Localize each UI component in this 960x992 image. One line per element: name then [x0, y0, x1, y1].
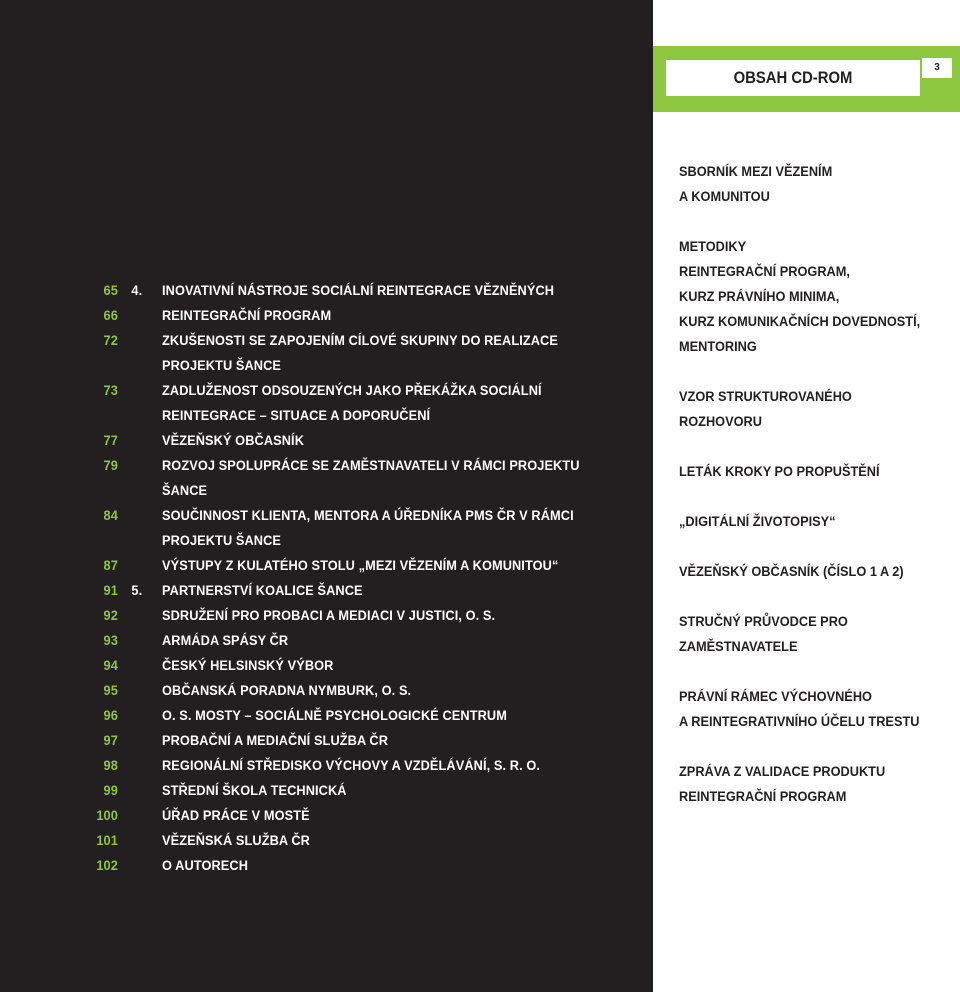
cd-content-item — [679, 685, 954, 735]
toc-page-number: 99 — [103, 783, 118, 799]
toc-title: ZADLUŽENOST ODSOUZENÝCH JAKO PŘEKÁŽKA SOCIÁLNÍ — [162, 383, 542, 399]
header-title-box — [666, 60, 920, 96]
toc-title: PARTNERSTVÍ KOALICE ŠANCE — [162, 583, 363, 599]
toc-title: PROJEKTU ŠANCE — [162, 533, 282, 549]
header-box — [653, 46, 960, 112]
cd-content-line: SBORNÍK MEZI VĚZENÍM — [679, 164, 833, 180]
page-title: OBSAH CD-ROM — [733, 68, 853, 87]
toc-row — [0, 779, 588, 804]
toc-page-number: 93 — [103, 633, 118, 649]
toc-row — [0, 754, 588, 779]
table-of-contents — [0, 279, 653, 879]
toc-title: O. S. MOSTY – SOCIÁLNĚ PSYCHOLOGICKÉ CENTRUM — [162, 708, 507, 724]
toc-title: ROZVOJ SPOLUPRÁCE SE ZAMĚSTNAVATELI V RÁMCI PROJEKTU — [162, 458, 580, 474]
toc-row — [0, 279, 588, 304]
cd-content-item — [679, 385, 954, 435]
toc-page-number: 101 — [96, 833, 118, 849]
toc-title: ZKUŠENOSTI SE ZAPOJENÍM CÍLOVÉ SKUPINY DO REALIZACE — [162, 333, 558, 349]
toc-chapter-number: 5. — [131, 583, 143, 599]
toc-row — [0, 679, 588, 704]
cd-content-item — [679, 510, 954, 535]
toc-row — [0, 729, 588, 754]
toc-page-number: 98 — [103, 758, 118, 774]
toc-title: SOUČINNOST KLIENTA, MENTORA A ÚŘEDNÍKA PMS ČR V RÁMCI — [162, 508, 574, 524]
toc-title: OBČANSKÁ PORADNA NYMBURK, O. S. — [162, 683, 412, 699]
toc-page-number: 92 — [103, 608, 118, 624]
toc-title: VĚZEŇSKÝ OBČASNÍK — [162, 433, 305, 449]
cd-contents-list — [679, 160, 954, 810]
toc-title: ŠANCE — [162, 483, 208, 499]
toc-page-number: 96 — [103, 708, 118, 724]
toc-page-number: 97 — [103, 733, 118, 749]
toc-chapter-number: 4. — [131, 283, 143, 299]
cd-content-item — [679, 160, 954, 210]
cd-content-line: ROZHOVORU — [679, 414, 762, 430]
toc-page-number: 79 — [103, 458, 118, 474]
toc-title: ARMÁDA SPÁSY ČR — [162, 633, 289, 649]
toc-row — [0, 429, 588, 454]
toc-row — [0, 579, 588, 604]
toc-title: REGIONÁLNÍ STŘEDISKO VÝCHOVY A VZDĚLÁVÁNÍ, S. R. O. — [162, 758, 540, 774]
cd-content-line: A KOMUNITOU — [679, 189, 770, 205]
cd-content-line: VĚZEŇSKÝ OBČASNÍK (ČÍSLO 1 A 2) — [679, 564, 904, 580]
toc-title: O AUTORECH — [162, 858, 249, 874]
page-number: 3 — [922, 58, 952, 78]
toc-row — [0, 479, 588, 504]
toc-row — [0, 404, 588, 429]
cd-content-line: REINTEGRAČNÍ PROGRAM — [679, 789, 847, 805]
toc-page-number: 73 — [103, 383, 118, 399]
cd-content-line: KURZ KOMUNIKAČNÍCH DOVEDNOSTÍ, — [679, 314, 921, 330]
toc-row — [0, 829, 588, 854]
cd-content-line: KURZ PRÁVNÍHO MINIMA, — [679, 289, 840, 305]
cd-content-item — [679, 235, 954, 360]
toc-page-number: 91 — [103, 583, 118, 599]
cd-content-line: ZPRÁVA Z VALIDACE PRODUKTU — [679, 764, 886, 780]
toc-page-number: 87 — [103, 558, 118, 574]
toc-page-number: 102 — [96, 858, 118, 874]
toc-title: STŘEDNÍ ŠKOLA TECHNICKÁ — [162, 783, 347, 799]
toc-row — [0, 529, 588, 554]
toc-page-number: 100 — [96, 808, 118, 824]
cd-content-line: „DIGITÁLNÍ ŽIVOTOPISY“ — [679, 514, 836, 530]
toc-row — [0, 804, 588, 829]
toc-title: REINTEGRAČNÍ PROGRAM — [162, 308, 332, 324]
toc-title: ÚŘAD PRÁCE V MOSTĚ — [162, 808, 310, 824]
toc-title: SDRUŽENÍ PRO PROBACI A MEDIACI V JUSTICI, O. S. — [162, 608, 496, 624]
cd-content-line: VZOR STRUKTUROVANÉHO — [679, 389, 852, 405]
toc-row — [0, 704, 588, 729]
toc-page-number: 65 — [103, 283, 118, 299]
toc-title: VÝSTUPY Z KULATÉHO STOLU „MEZI VĚZENÍM A KOMUNITOU“ — [162, 558, 559, 574]
cd-content-item — [679, 560, 954, 585]
toc-title: INOVATIVNÍ NÁSTROJE SOCIÁLNÍ REINTEGRACE VĚZNĚNÝCH — [162, 283, 555, 299]
cd-content-line: ZAMĚSTNAVATELE — [679, 639, 798, 655]
toc-page-number: 77 — [103, 433, 118, 449]
toc-row — [0, 854, 588, 879]
cd-content-line: PRÁVNÍ RÁMEC VÝCHOVNÉHO — [679, 689, 872, 705]
toc-title: VĚZEŇSKÁ SLUŽBA ČR — [162, 833, 310, 849]
cd-content-item — [679, 760, 954, 810]
cd-content-item — [679, 610, 954, 660]
cd-content-item — [679, 460, 954, 485]
toc-row — [0, 454, 588, 479]
toc-title: REINTEGRACE – SITUACE A DOPORUČENÍ — [162, 408, 431, 424]
cd-content-line: A REINTEGRATIVNÍHO ÚČELU TRESTU — [679, 714, 920, 730]
toc-page-number: 66 — [103, 308, 118, 324]
toc-page-number: 84 — [103, 508, 118, 524]
cd-content-line: LETÁK KROKY PO PROPUŠTĚNÍ — [679, 464, 880, 480]
toc-row — [0, 654, 588, 679]
cd-content-line: STRUČNÝ PRŮVODCE PRO — [679, 614, 848, 630]
toc-row — [0, 604, 588, 629]
toc-page-number: 94 — [103, 658, 118, 674]
toc-row — [0, 304, 588, 329]
cd-content-line: REINTEGRAČNÍ PROGRAM, — [679, 264, 850, 280]
toc-row — [0, 554, 588, 579]
toc-row — [0, 329, 588, 354]
cd-content-line: METODIKY — [679, 239, 747, 255]
toc-row — [0, 629, 588, 654]
toc-page-number: 72 — [103, 333, 118, 349]
toc-title: PROBAČNÍ A MEDIAČNÍ SLUŽBA ČR — [162, 733, 389, 749]
toc-row — [0, 354, 588, 379]
toc-title: ČESKÝ HELSINSKÝ VÝBOR — [162, 658, 334, 674]
toc-title: PROJEKTU ŠANCE — [162, 358, 282, 374]
toc-page-number: 95 — [103, 683, 118, 699]
toc-row — [0, 379, 588, 404]
toc-row — [0, 504, 588, 529]
cd-content-line: MENTORING — [679, 339, 757, 355]
